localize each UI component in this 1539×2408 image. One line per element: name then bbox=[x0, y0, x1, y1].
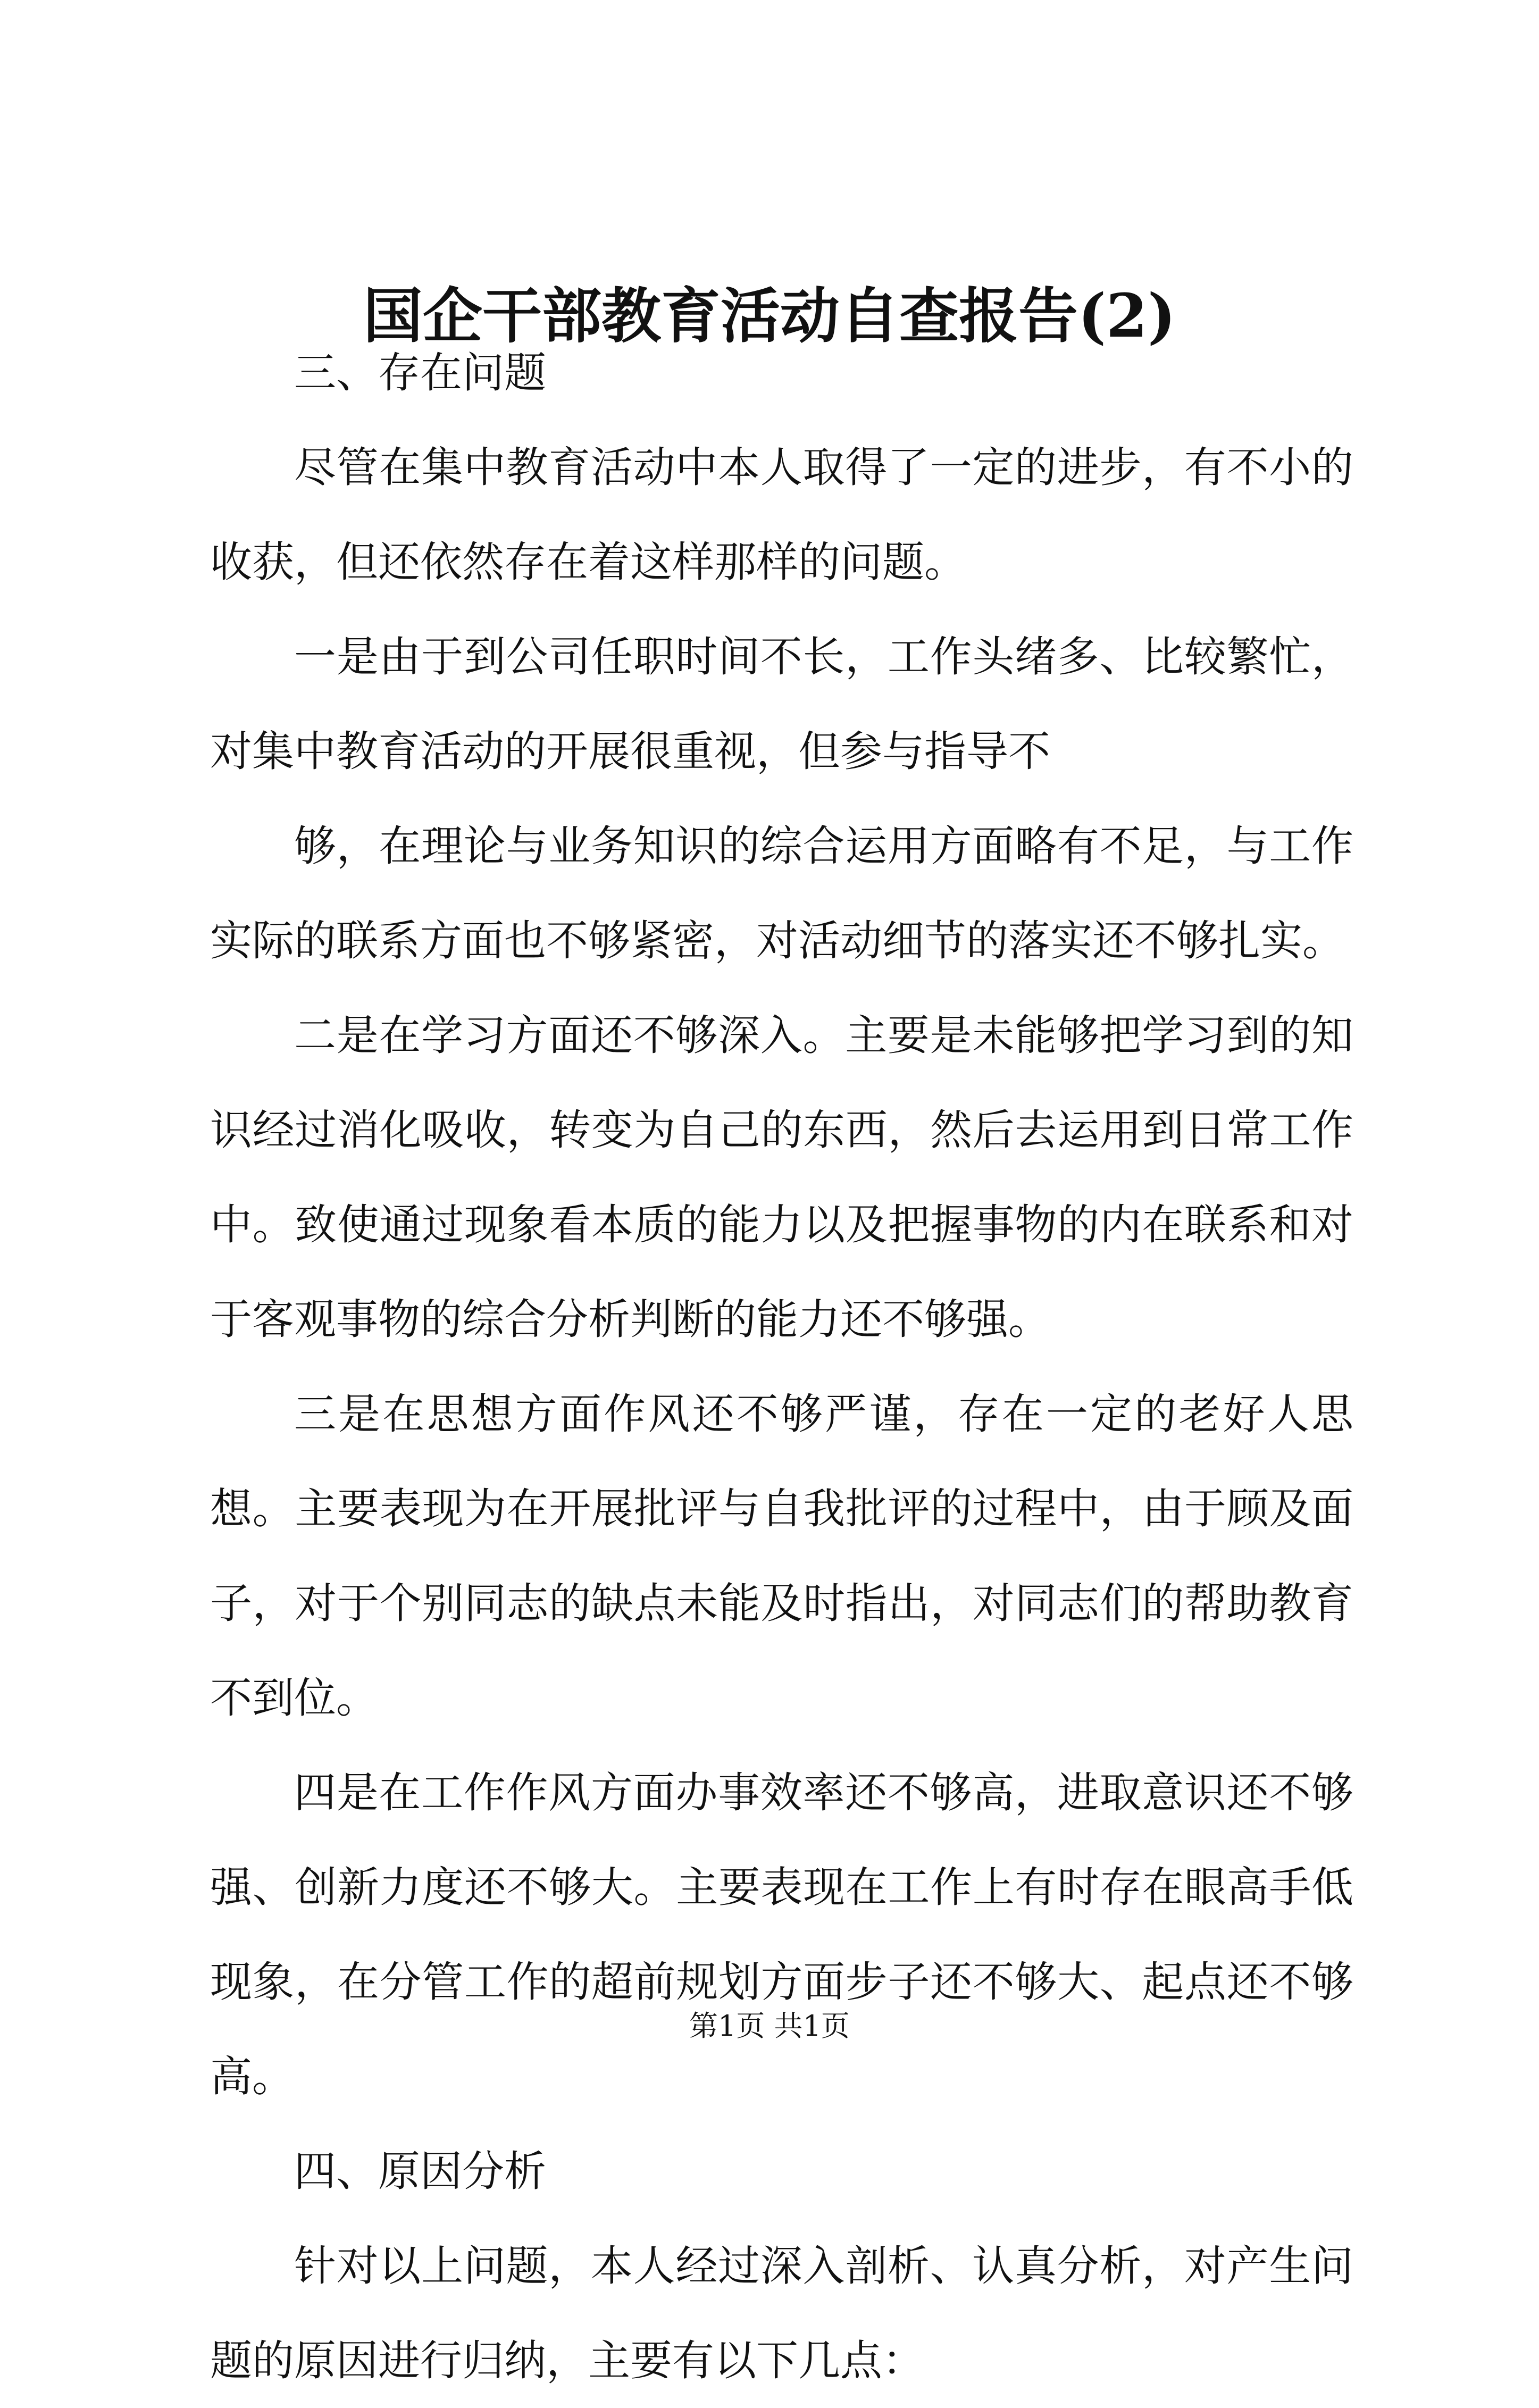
document-title: 国企干部教育活动自查报告(2) bbox=[363, 281, 1176, 352]
paragraph-point-three: 三是在思想方面作风还不够严谨，存在一定的老好人思想。主要表现为在开展批评与自我批评的过程中，由于顾及面子，对于个别同志的缺点未能及时指出，对同志们的帮助教育不到位。 bbox=[210, 1390, 1353, 1723]
paragraph-point-two: 二是在学习方面还不够深入。主要是未能够把学习到的知识经过消化吸收，转变为自己的东西，然后去运用到日常工作中。致使通过现象看本质的能力以及把握事物的内在联系和对于客观事物的综合分析判断的能力还不够强。 bbox=[210, 1011, 1353, 1344]
section-heading-problems: 三、存在问题 bbox=[294, 348, 546, 397]
paragraph-intro: 尽管在集中教育活动中本人取得了一定的进步，有不小的收获，但还依然存在着这样那样的问题。 bbox=[210, 443, 1353, 587]
paragraph-point-one: 一是由于到公司任职时间不长，工作头绪多、比较繁忙，对集中教育活动的开展很重视，但参与指导不 bbox=[210, 632, 1353, 776]
document-body bbox=[210, 325, 1353, 2408]
paragraph-point-four: 四是在工作作风方面办事效率还不够高，进取意识还不够强、创新力度还不够大。主要表现在工作上有时存在眼高手低现象，在分管工作的超前规划方面步子还不够大、起点还不够高。 bbox=[210, 1768, 1353, 2101]
section-heading-causes: 四、原因分析 bbox=[294, 2147, 546, 2196]
paragraph-point-one-continued: 够，在理论与业务知识的综合运用方面略有不足，与工作实际的联系方面也不够紧密，对活动细节的落实还不够扎实。 bbox=[210, 822, 1353, 965]
paragraph-causes-intro: 针对以上问题，本人经过深入剖析、认真分析，对产生问题的原因进行归纳，主要有以下几点： bbox=[210, 2242, 1353, 2385]
page-footer: 第1页 共1页 bbox=[689, 2009, 850, 2043]
